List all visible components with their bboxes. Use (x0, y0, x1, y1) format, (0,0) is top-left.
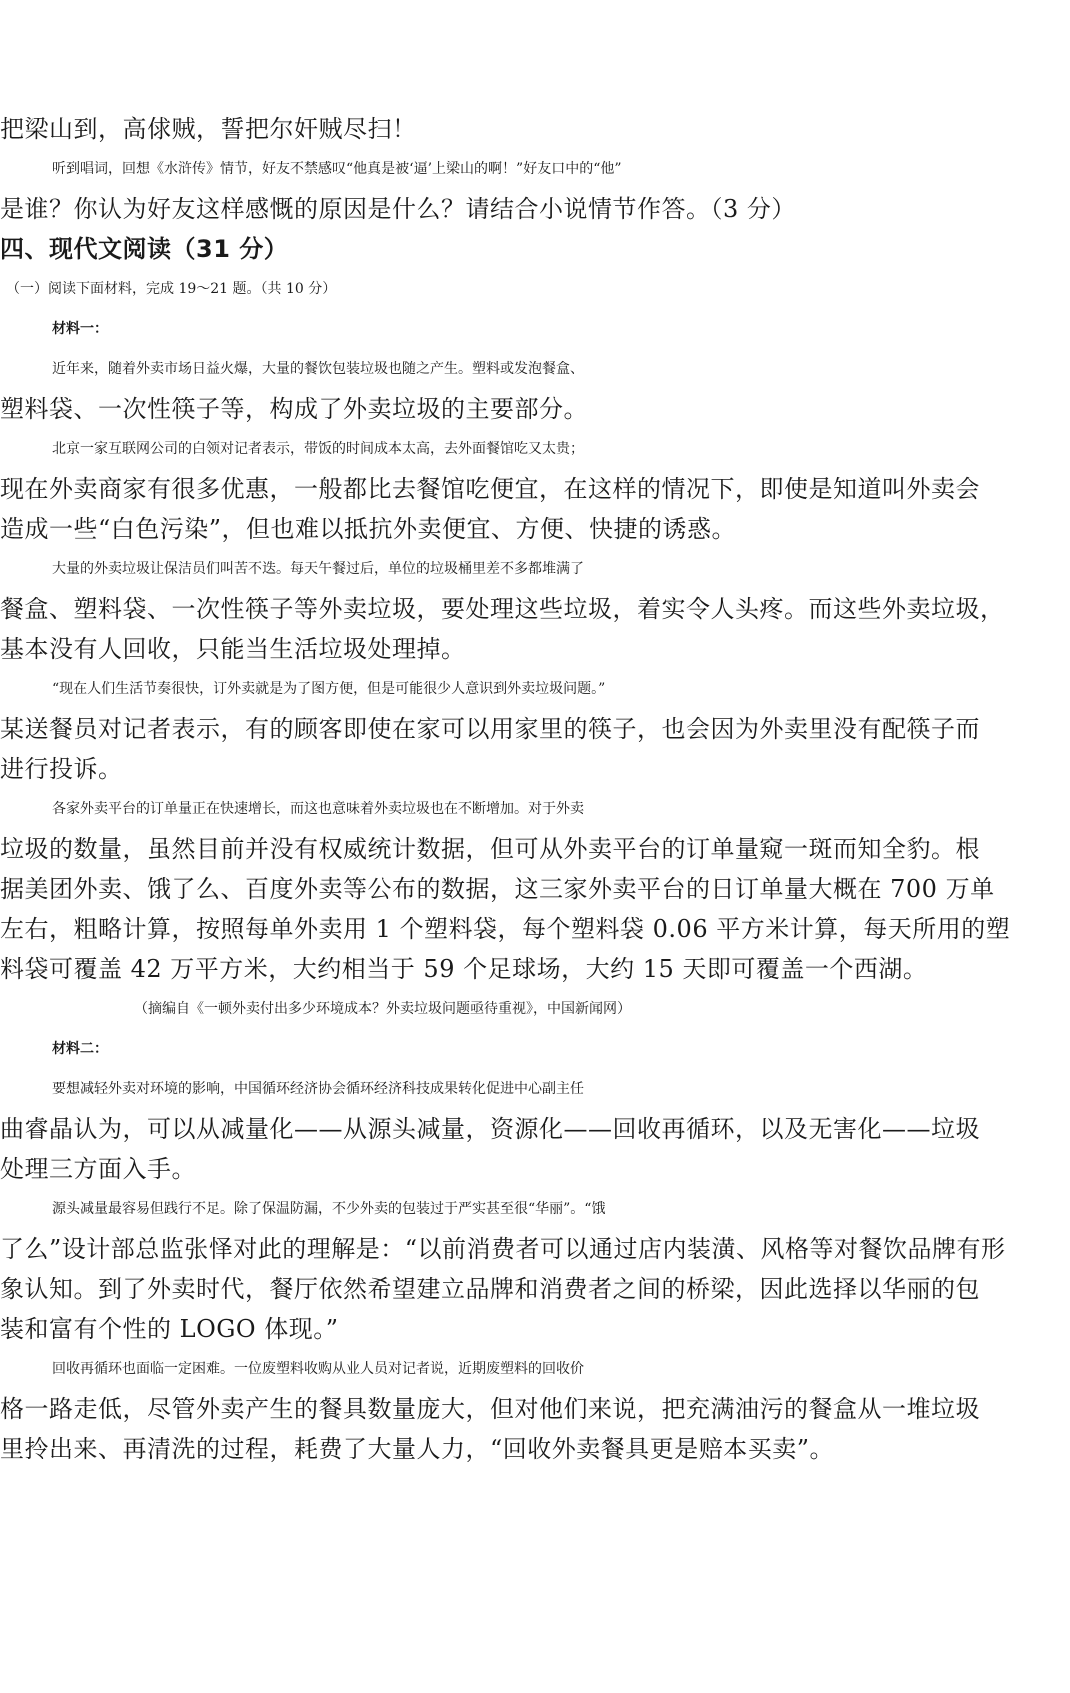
text-line: 回收再循环也面临一定困难。一位废塑料收购从业人员对记者说，近期废塑料的回收价 (52, 1361, 584, 1377)
text-line: 了么”设计部总监张怿对此的理解是：“以前消费者可以通过店内装潢、风格等对餐饮品牌有形 (0, 1235, 1006, 1263)
text-line: 把梁山到，高俅贼，誓把尔奸贼尽扫！ (0, 115, 417, 143)
text-line: 处理三方面入手。 (0, 1155, 196, 1183)
material-label: 材料二： (52, 1041, 108, 1057)
text-line: 左右，粗略计算，按照每单外卖用 1 个塑料袋，每个塑料袋 0.06 平方米计算，每天所用的塑 (0, 915, 1011, 943)
text-line: 北京一家互联网公司的白领对记者表示，带饭的时间成本太高，去外面餐馆吃又太贵； (52, 441, 584, 457)
text-line: 据美团外卖、饿了么、百度外卖等公布的数据，这三家外卖平台的日订单量大概在 700 万单 (0, 875, 995, 903)
text-line: 格一路走低，尽管外卖产生的餐具数量庞大，但对他们来说，把充满油污的餐盒从一堆垃圾 (0, 1395, 980, 1423)
text-line: 象认知。到了外卖时代，餐厅依然希望建立品牌和消费者之间的桥梁，因此选择以华丽的包 (0, 1275, 980, 1303)
text-line: 餐盒、塑料袋、一次性筷子等外卖垃圾，要处理这些垃圾，着实令人头疼。而这些外卖垃圾， (0, 595, 1005, 623)
text-line: “现在人们生活节奏很快，订外卖就是为了图方便，但是可能很少人意识到外卖垃圾问题。” (52, 681, 606, 697)
text-line: 垃圾的数量，虽然目前并没有权威统计数据，但可从外卖平台的订单量窥一斑而知全豹。根 (0, 835, 980, 863)
text-line: 曲睿晶认为，可以从减量化——从源头减量，资源化——回收再循环，以及无害化——垃圾 (0, 1115, 980, 1143)
text-line: 料袋可覆盖 42 万平方米，大约相当于 59 个足球场，大约 15 天即可覆盖一个西湖。 (0, 955, 928, 983)
text-line: 基本没有人回收，只能当生活垃圾处理掉。 (0, 635, 466, 663)
source-citation: （摘编自《一顿外卖付出多少环境成本？外卖垃圾问题亟待重视》，中国新闻网） (134, 1001, 631, 1017)
text-line: 各家外卖平台的订单量正在快速增长，而这也意味着外卖垃圾也在不断增加。对于外卖 (52, 801, 584, 817)
text-line: 进行投诉。 (0, 755, 123, 783)
text-line: 里拎出来、再清洗的过程，耗费了大量人力，“回收外卖餐具更是赔本买卖”。 (0, 1435, 835, 1463)
subsection-heading: （一）阅读下面材料，完成 19～21 题。（共 10 分） (6, 281, 337, 297)
text-line: 造成一些“白色污染”，但也难以抵抗外卖便宜、方便、快捷的诱惑。 (0, 515, 737, 543)
text-line: 某送餐员对记者表示，有的顾客即使在家可以用家里的筷子，也会因为外卖里没有配筷子而 (0, 715, 980, 743)
text-line: 近年来，随着外卖市场日益火爆，大量的餐饮包装垃圾也随之产生。塑料或发泡餐盒、 (52, 361, 584, 377)
text-line: 现在外卖商家有很多优惠，一般都比去餐馆吃便宜，在这样的情况下，即使是知道叫外卖会 (0, 475, 980, 503)
text-line: 大量的外卖垃圾让保洁员们叫苦不迭。每天午餐过后，单位的垃圾桶里差不多都堆满了 (52, 561, 584, 577)
section-heading: 四、现代文阅读（31 分） (0, 235, 289, 263)
text-line: 装和富有个性的 LOGO 体现。” (0, 1315, 339, 1343)
text-line: 源头减量最容易但践行不足。除了保温防漏，不少外卖的包装过于严实甚至很“华丽”。“饿 (52, 1201, 606, 1217)
material-label: 材料一： (52, 321, 108, 337)
text-line: 要想减轻外卖对环境的影响，中国循环经济协会循环经济科技成果转化促进中心副主任 (52, 1081, 584, 1097)
text-line: 听到唱词，回想《水浒传》情节，好友不禁感叹“他真是被‘逼’上梁山的啊！”好友口中的“他” (52, 161, 622, 177)
text-line: 是谁？你认为好友这样感慨的原因是什么？请结合小说情节作答。（3 分） (0, 195, 796, 223)
text-line: 塑料袋、一次性筷子等，构成了外卖垃圾的主要部分。 (0, 395, 588, 423)
